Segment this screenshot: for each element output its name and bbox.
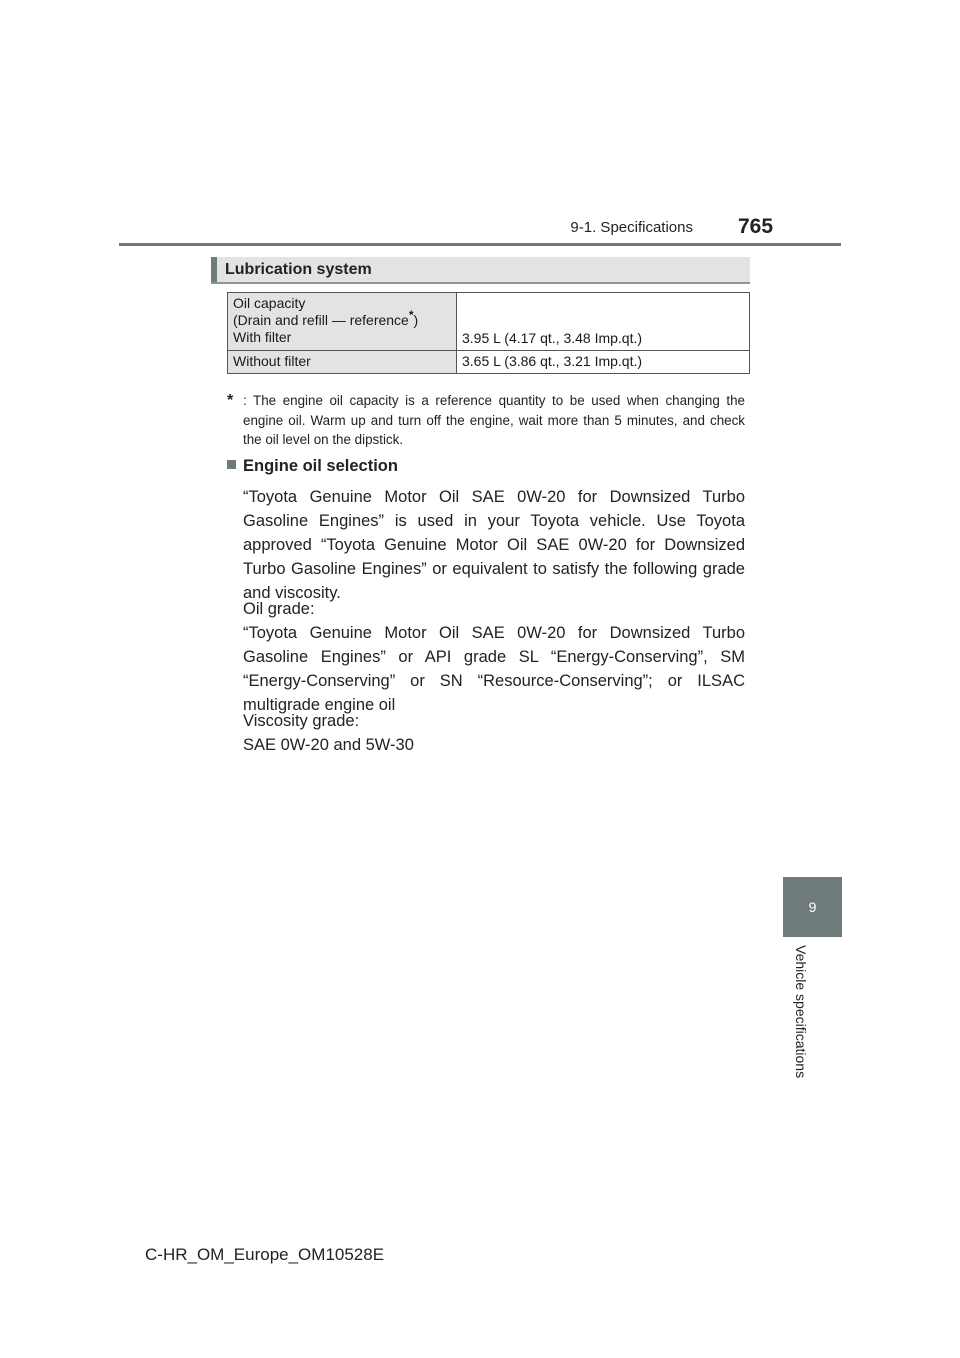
oil-grade-text: “Toyota Genuine Motor Oil SAE 0W-20 for Downsized Turbo Gasoline Engines” or API grade SL “Energy-Conserving”, SM “Energy-Conserving” or SN “Resource-Conserving”; or ILSAC multigrade engine oil xyxy=(243,624,745,714)
chapter-label: Vehicle specifications xyxy=(793,945,809,1079)
viscosity-text: SAE 0W-20 and 5W-30 xyxy=(243,736,414,754)
footnote-text: : The engine oil capacity is a reference quantity to be used when changing the engine oil. Warm up and turn off the engine, wait more than 5 minutes, and check the oil level on the dipstick. xyxy=(243,393,745,447)
square-bullet-icon xyxy=(227,460,236,469)
footnote-marker: * xyxy=(408,308,414,322)
label-line: (Drain and refill — reference*) xyxy=(233,308,419,328)
table-cell-label: Without filter xyxy=(228,351,457,374)
page-number: 765 xyxy=(738,215,774,238)
viscosity-label: Viscosity grade: xyxy=(243,712,360,730)
oil-grade-label: Oil grade: xyxy=(243,600,315,618)
table-row xyxy=(228,293,750,351)
table-cell-value: 3.65 L (3.86 qt., 3.21 Imp.qt.) xyxy=(457,351,750,374)
label-line: With filter xyxy=(233,329,292,345)
table-cell-label xyxy=(228,293,457,351)
header-divider xyxy=(119,243,841,246)
table-row xyxy=(228,351,750,374)
table-cell-value: 3.95 L (4.17 qt., 3.48 Imp.qt.) xyxy=(457,293,750,351)
chapter-number: 9 xyxy=(808,899,817,915)
oil-capacity-table xyxy=(227,292,750,374)
footnote-star: * xyxy=(227,392,234,409)
footnote xyxy=(227,391,745,450)
subsection-heading: Engine oil selection xyxy=(227,457,398,476)
label-line: Oil capacity xyxy=(233,295,306,311)
document-code: C-HR_OM_Europe_OM10528E xyxy=(145,1245,385,1264)
section-header-bar xyxy=(211,257,750,284)
intro-paragraph: “Toyota Genuine Motor Oil SAE 0W-20 for Downsized Turbo Gasoline Engines” is used in your Toyota vehicle. Use Toyota approved “Toyota Genuine Motor Oil SAE 0W-20 for Downsized Turbo Gasoline Engines” or equivalent to satisfy the following grade and viscosity. xyxy=(243,488,745,602)
chapter-tab xyxy=(783,877,842,937)
section-title: Lubrication system xyxy=(225,261,372,278)
header-section-title: 9-1. Specifications xyxy=(570,219,693,236)
